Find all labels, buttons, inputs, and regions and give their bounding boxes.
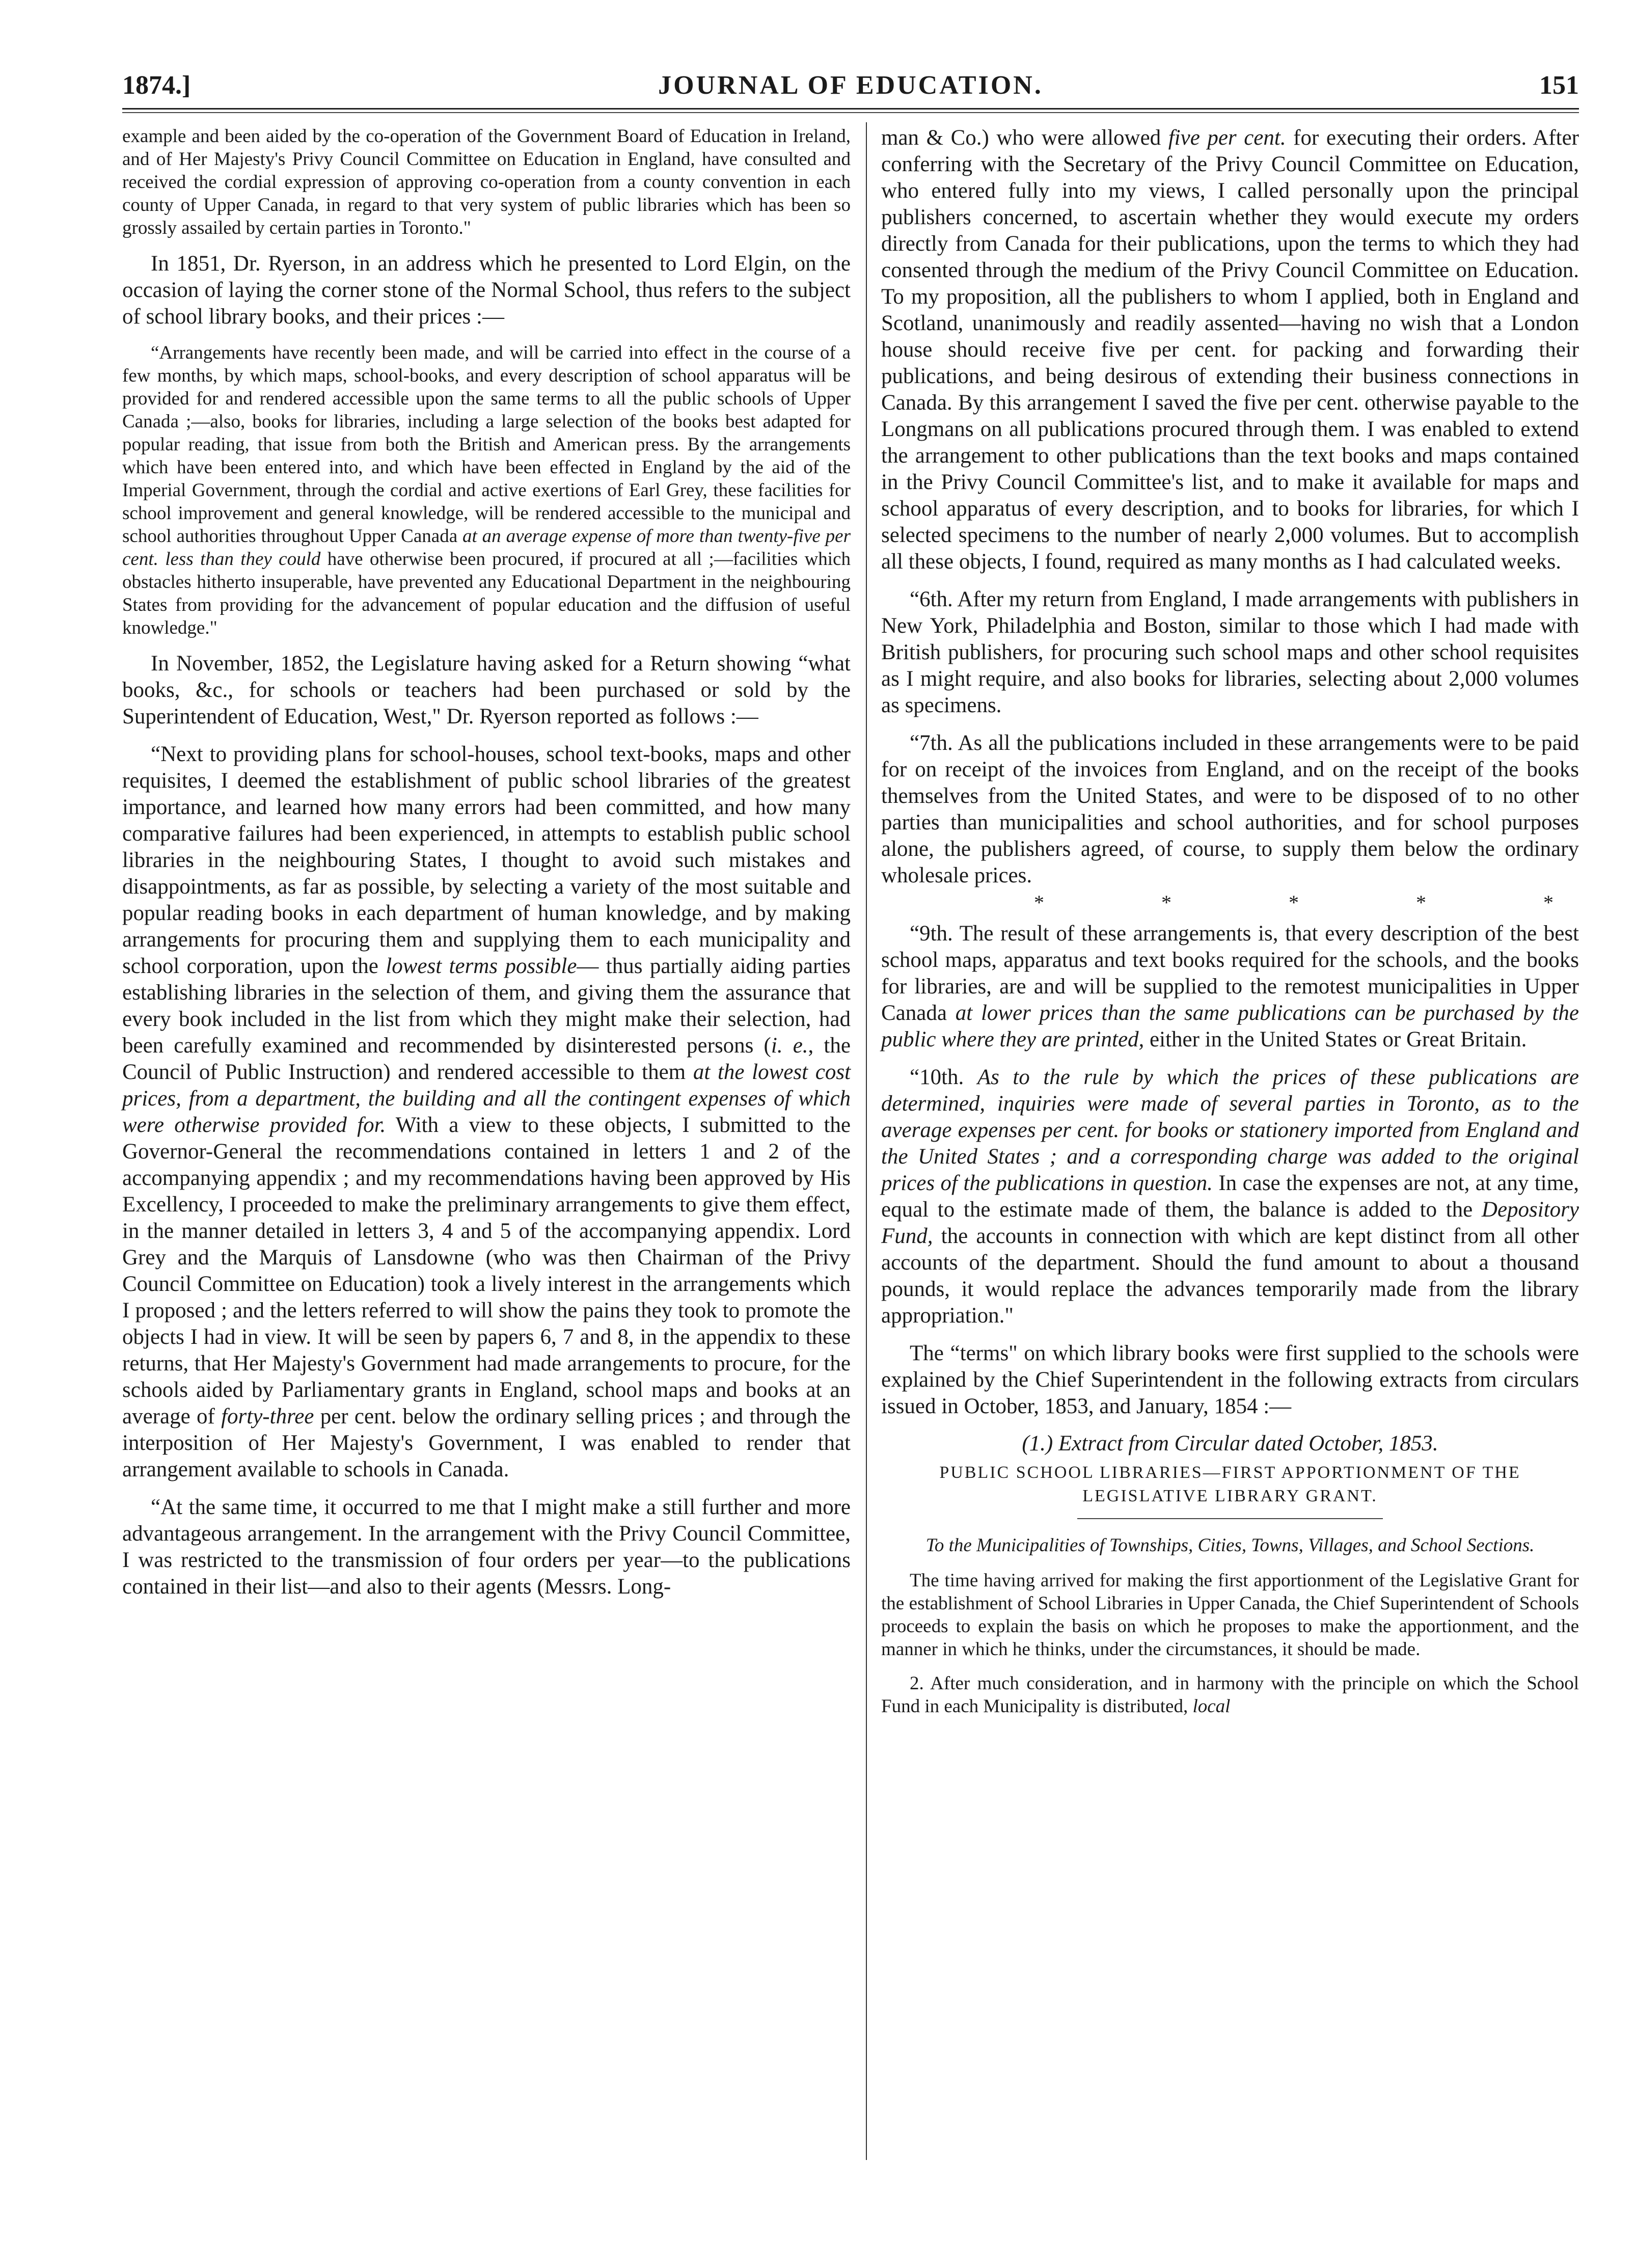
- star: *: [1034, 891, 1044, 914]
- text-run: man & Co.) who were allowed: [881, 126, 1168, 150]
- italic-run: at the lowest cost prices, from a department, the building and all the contingent expenses of which were otherwise provided for.: [122, 1060, 851, 1137]
- italic-run: forty-three: [221, 1405, 314, 1428]
- paragraph: The “terms" on which library books were first supplied to the schools were explained by the Chief Superintendent in the following extracts from circulars issued in October, 1853, and January, 1854 :—: [881, 1341, 1579, 1418]
- page-header: [122, 61, 1579, 107]
- text-run: “10th.: [910, 1065, 977, 1089]
- quote-paragraph: [122, 341, 851, 639]
- paragraph: “6th. After my return from England, I made arrangements with publishers in New York, Philadelphia and Boston, similar to those which I had made with British publishers, for procuring such school maps and other school requisites as I might require, and also books for libraries, selecting about 2,000 volumes as specimens.: [881, 587, 1579, 717]
- text-run: With a view to these objects, I submitted to the Governor-General the recommendations contained in letters 1 and 2 of the accompanying appendix ; and my recommendations having been approved by His Excellency, I proceeded to make the preliminary arrangements to give them effect, in the manner detailed in letters 3, 4 and 5 of the accompanying appendix. Lord Grey and the Marquis of Lansdowne (who was then Chairman of the Privy Council Committee on Education) took a lively interest in the arrangements which I proposed ; and the letters referred to will show the pains they took to promote the objects I had in view. It will be seen by papers 6, 7 and 8, in the appendix to these returns, that Her Majesty's Government had made arrangements to procure, for the schools aided by Parliamentary grants in England, school maps and books at an average of: [122, 1113, 851, 1428]
- text-run: the accounts in connection with which are kept distinct from all other accounts of the department. Should the fund amount to about a thousand pounds, it would replace the advances temporarily made from the library appropriation.": [881, 1224, 1579, 1328]
- text-run: per cent. below the ordinary selling prices ; and through the interposition of Her Majesty's Government, I was enabled to render that arrangement available to schools in Canada.: [122, 1405, 851, 1481]
- italic-run: lowest terms possible: [386, 954, 577, 978]
- italic-run: As to the rule by which the prices of these publications are determined, inquiries were made of several parties in Toronto, as to the average expenses per cent. for books or stationery imported from England and the United States ; and a corresponding charge was added to the original prices of the publications in question.: [881, 1065, 1579, 1195]
- paragraph: In November, 1852, the Legislature having asked for a Return showing “what books, &c., for schools or teachers had been purchased or sold by the Superintendent of Education, West," Dr. Ryerson reported as follows :—: [122, 652, 851, 728]
- paragraph: “7th. As all the publications included in these arrangements were to be paid for on receipt of the invoices from England, and on the receipt of the books themselves from the United States, and were to be disposed of to no other parties than municipalities and school authorities, and for school purposes alone, the publishers agreed, of course, to supply them below the ordinary wholesale prices.: [881, 731, 1579, 887]
- text-run: “Arrangements have recently been made, and will be carried into effect in the course of a few months, by which maps, school-books, and every description of school apparatus will be provided for and rendered accessible upon the same terms to all the public schools of Upper Canada ;—also, books for libraries, including a large selection of the books best adapted for popular reading, that issue from both the British and American press. By the arrangements which have been entered into, and which have been effected in England by the aid of the Imperial Government, through the cordial and active exertions of Earl Grey, these facilities for school improvement and general knowledge, will be rendered accessible to the municipal and school authorities throughout Upper Canada: [122, 342, 851, 547]
- paragraph: example and been aided by the co-operation of the Government Board of Education in Ireland, and of Her Majesty's Privy Council Committee on Education in England, have consulted and received the cordial expression of approving co-operation from a county convention in each county of Upper Canada, in regard to that very system of public libraries which has been so grossly assailed by certain parties in Toronto.": [122, 126, 851, 238]
- header-rule: [122, 108, 1579, 110]
- text-run: 2. After much consideration, and in harmony with the principle on which the School Fund in each Municipality is distributed,: [881, 1673, 1579, 1717]
- text-run: In case the expenses are not, at any time, equal to the estimate made of them, the balance is added to the: [881, 1171, 1579, 1222]
- paragraph: [881, 1064, 1579, 1329]
- extract-title: (1.) Extract from Circular dated October, 1853.: [1022, 1432, 1438, 1455]
- text-run: , the Council of Public Instruction) and rendered accessible to them: [122, 1034, 851, 1084]
- header-year: 1874.]: [122, 71, 191, 100]
- text-run: for executing their orders. After conferring with the Secretary of the Privy Council Committee on Education, who entered fully into my views, I called personally upon the principal publishers concerned, to ascertain whether they would execute my orders directly from Canada for their publications, upon the terms to which they had consented through the medium of the Privy Council Committee on Education. To my proposition, all the publishers to whom I applied, both in England and Scotland, unanimously and readily assented—having no wish that a London house should receive five per cent. for packing and forwarding their publications, and being desirous of extending their business connections in Canada. By this arrangement I saved the five per cent. otherwise payable to the Longmans on all publications procured through them. I was enabled to extend the arrangement to other publications than the text books and maps contained in the Privy Council Committee's list, and to make it available for maps and school apparatus of every description, and to books for libraries, for which I selected specimens to the number of nearly 2,000 volumes. But to accomplish all these objects, I found, required as many months as I had calculated weeks.: [881, 126, 1579, 574]
- italic-run: at an average expense of more than twenty-five per cent. less than they could: [122, 526, 851, 570]
- paragraph: In 1851, Dr. Ryerson, in an address which he presented to Lord Elgin, on the occasion of laying the corner stone of the Normal School, thus refers to the subject of school library books, and their prices :—: [122, 252, 851, 329]
- left-column: [122, 125, 851, 1611]
- section-heading: PUBLIC SCHOOL LIBRARIES—FIRST APPORTIONMENT OF THE LEGISLATIVE LIBRARY GRANT.: [939, 1463, 1521, 1505]
- italic-run: at lower prices than the same publications can be purchased by the public where they are printed,: [881, 1001, 1579, 1051]
- address-line: To the Municipalities of Townships, Cities, Towns, Villages, and School Sections.: [925, 1535, 1535, 1556]
- column-divider: [866, 122, 867, 2160]
- paragraph: “At the same time, it occurred to me that I might make a still further and more advantageous arrangement. In the arrangement with the Privy Council Committee, I was restricted to the transmission of four orders per year—to the publications contained in their list—and also to their agents (Messrs. Long-: [122, 1495, 851, 1599]
- text-run: — thus partially aiding parties establishing libraries in the selection of them, and giving them the assurance that every book included in the list from which they might make their selection, had been carefully examined and recommended by disinterested persons (: [122, 954, 851, 1058]
- paragraph: [881, 125, 1579, 575]
- italic-run: local: [1192, 1696, 1231, 1717]
- italic-run: i. e.: [771, 1034, 808, 1058]
- ellipsis-stars: [881, 891, 1579, 914]
- italic-run: five per cent.: [1168, 126, 1286, 150]
- paragraph: [881, 921, 1579, 1053]
- header-rule-thin: [122, 112, 1579, 113]
- paragraph: The time having arrived for making the first apportionment of the Legislative Grant for the establishment of School Libraries in Upper Canada, the Chief Superintendent of Schools proceeds to explain the basis on which he proposes to make the apportionment, and the manner in which he thinks, under the circumstances, it should be made.: [881, 1570, 1579, 1660]
- right-column: [881, 125, 1579, 1729]
- star: *: [1289, 891, 1299, 914]
- section-rule: [1077, 1518, 1383, 1519]
- italic-run: Depository Fund,: [881, 1198, 1579, 1248]
- paragraph: [122, 741, 851, 1483]
- star: *: [1161, 891, 1171, 914]
- text-run: either in the United States or Great Britain.: [1144, 1028, 1527, 1051]
- page-number: 151: [1539, 71, 1579, 100]
- text-run: “9th. The result of these arrangements is, that every description of the best school maps, apparatus and text books required for the schools, and the books for libraries, are and will be supplied to the remotest municipalities in Upper Canada: [881, 922, 1579, 1025]
- text-run: have otherwise been procured, if procured at all ;—facilities which obstacles hitherto insuperable, have prevented any Educational Department in the neighbouring States from providing for the advancement of popular education and the diffusion of useful knowledge.": [122, 549, 851, 638]
- journal-title: JOURNAL OF EDUCATION.: [658, 71, 1043, 100]
- text-run: “Next to providing plans for school-houses, school text-books, maps and other requisites, I deemed the establishment of public school libraries of the greatest importance, and learned how many errors had been committed, and how many comparative failures had been experienced, in attempts to establish public school libraries in the neighbouring States, I thought to avoid such mistakes and disappointments, as far as possible, by selecting a variety of the most suitable and popular reading books in each department of human knowledge, and by making arrangements for procuring them and supplying them to each municipality and school corporation, upon the: [122, 742, 851, 978]
- star: *: [1543, 891, 1554, 914]
- star: *: [1416, 891, 1426, 914]
- paragraph: [881, 1672, 1579, 1718]
